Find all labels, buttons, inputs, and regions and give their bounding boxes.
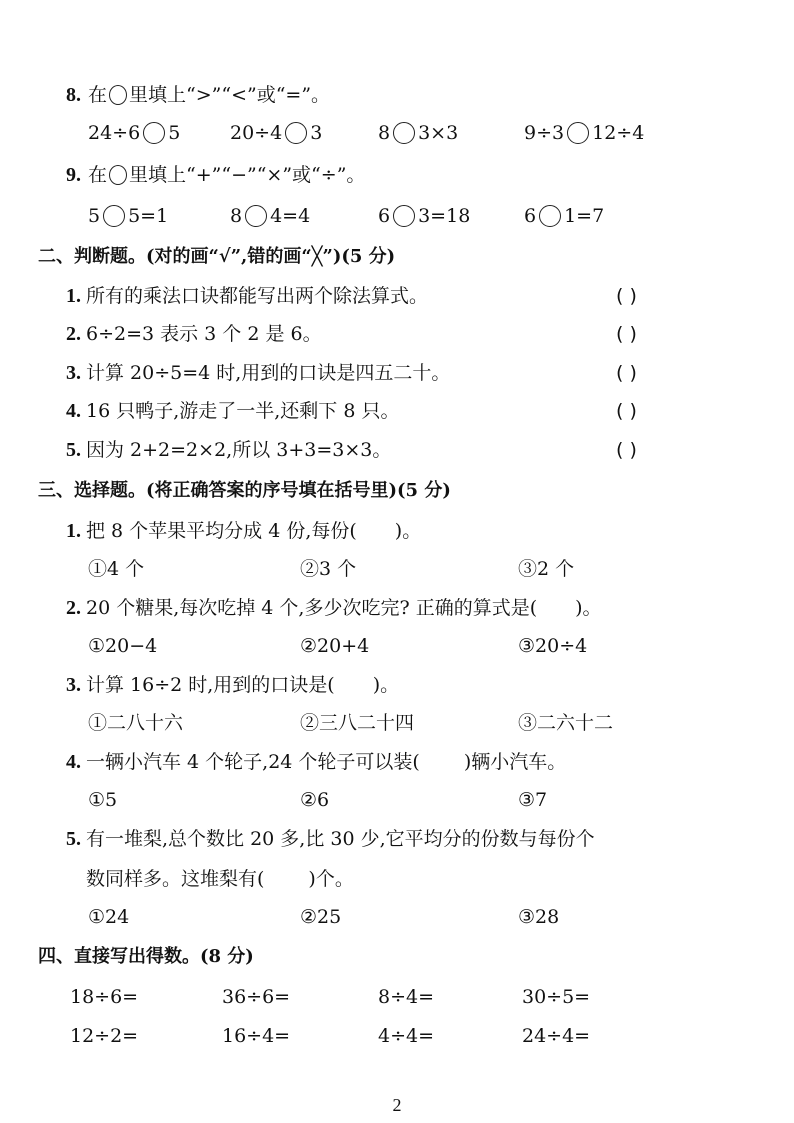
question-number: 9. <box>66 164 81 186</box>
calc-item[interactable]: 18÷6= <box>70 986 139 1008</box>
section-3-heading: 三、选择题。(将正确答案的序号填在括号里)(5 分) <box>38 480 451 501</box>
choice-options <box>0 628 794 664</box>
compare-item: 20÷4 3 <box>230 122 323 144</box>
calc-item[interactable]: 24÷4= <box>522 1025 591 1047</box>
operator-item: 6 1=7 <box>524 205 605 227</box>
answer-blank[interactable]: ( ) <box>616 400 637 422</box>
question-text: 在 里填上“+”“−”“×”或“÷”。 <box>88 164 366 186</box>
choice-question: 2. 20 个糖果,每次吃掉 4 个,多少次吃完? 正确的算式是( )。 <box>66 597 602 619</box>
judge-item: 3. 计算 20÷5=4 时,用到的口诀是四五二十。 ( ) <box>0 355 794 391</box>
option[interactable]: ①5 <box>88 789 118 811</box>
option[interactable]: ③二六十二 <box>518 712 614 734</box>
option[interactable]: ③20÷4 <box>518 635 588 657</box>
calc-item[interactable]: 12÷2= <box>70 1025 139 1047</box>
option[interactable]: ①24 <box>88 906 130 928</box>
answer-circle[interactable] <box>393 205 415 227</box>
choice-question: 4. 一辆小汽车 4 个轮子,24 个轮子可以装( )辆小汽车。 <box>66 751 567 773</box>
calc-row <box>0 979 794 1015</box>
question-9-items <box>0 198 794 234</box>
answer-circle[interactable] <box>539 205 561 227</box>
option[interactable]: ①二八十六 <box>88 712 184 734</box>
answer-circle[interactable] <box>393 122 415 144</box>
option[interactable]: ①20−4 <box>88 635 158 657</box>
question-number: 8. <box>66 84 81 106</box>
answer-circle[interactable] <box>143 122 165 144</box>
operator-item: 5 5=1 <box>88 205 169 227</box>
choice-question: 1. 把 8 个苹果平均分成 4 份,每份( )。 <box>66 520 422 542</box>
calc-item[interactable]: 36÷6= <box>222 986 291 1008</box>
circle-blank-icon <box>109 85 127 105</box>
option[interactable]: ③7 <box>518 789 548 811</box>
compare-item: 24÷6 5 <box>88 122 181 144</box>
judge-item: 1. 所有的乘法口诀都能写出两个除法算式。 ( ) <box>0 278 794 314</box>
judge-item: 4. 16 只鸭子,游走了一半,还剩下 8 只。 ( ) <box>0 393 794 429</box>
answer-circle[interactable] <box>285 122 307 144</box>
calc-item[interactable]: 30÷5= <box>522 986 591 1008</box>
answer-circle[interactable] <box>103 205 125 227</box>
answer-circle[interactable] <box>245 205 267 227</box>
question-8-items <box>0 115 794 151</box>
section-2-heading: 二、判断题。(对的画“√”,错的画“╳”)(5 分) <box>38 246 396 267</box>
choice-options <box>0 551 794 587</box>
operator-item: 8 4=4 <box>230 205 311 227</box>
option[interactable]: ②6 <box>300 789 330 811</box>
choice-question: 3. 计算 16÷2 时,用到的口诀是( )。 <box>66 674 400 696</box>
answer-blank[interactable]: ( ) <box>616 362 637 384</box>
choice-options <box>0 782 794 818</box>
choice-options <box>0 705 794 741</box>
calc-item[interactable]: 16÷4= <box>222 1025 291 1047</box>
compare-item: 9÷3 12÷4 <box>524 122 645 144</box>
answer-blank[interactable]: ( ) <box>616 439 637 461</box>
option[interactable]: ②20+4 <box>300 635 370 657</box>
operator-item: 6 3=18 <box>378 205 471 227</box>
question-text: 在 里填上“>”“<”或“=”。 <box>88 84 331 106</box>
option[interactable]: ③2 个 <box>518 558 575 580</box>
option[interactable]: ①4 个 <box>88 558 145 580</box>
option[interactable]: ②三八二十四 <box>300 712 415 734</box>
judge-item: 2. 6÷2=3 表示 3 个 2 是 6。 ( ) <box>0 316 794 352</box>
judge-item: 5. 因为 2+2=2×2,所以 3+3=3×3。 ( ) <box>0 432 794 468</box>
answer-blank[interactable]: ( ) <box>616 285 637 307</box>
option[interactable]: ②3 个 <box>300 558 357 580</box>
page-number: 2 <box>392 1095 402 1115</box>
section-4-heading: 四、直接写出得数。(8 分) <box>38 946 254 967</box>
option[interactable]: ②25 <box>300 906 342 928</box>
calc-item[interactable]: 4÷4= <box>378 1025 435 1047</box>
option[interactable]: ③28 <box>518 906 560 928</box>
calc-item[interactable]: 8÷4= <box>378 986 435 1008</box>
answer-circle[interactable] <box>567 122 589 144</box>
choice-question: 5. 有一堆梨,总个数比 20 多,比 30 少,它平均分的份数与每份个 <box>66 828 595 850</box>
circle-blank-icon <box>109 165 127 185</box>
calc-row <box>0 1018 794 1054</box>
choice-options <box>0 899 794 935</box>
choice-question-cont: 数同样多。这堆梨有( )个。 <box>86 868 354 890</box>
question-9-prompt <box>0 157 794 193</box>
answer-blank[interactable]: ( ) <box>616 323 637 345</box>
compare-item: 8 3×3 <box>378 122 459 144</box>
question-8-prompt <box>0 77 794 113</box>
